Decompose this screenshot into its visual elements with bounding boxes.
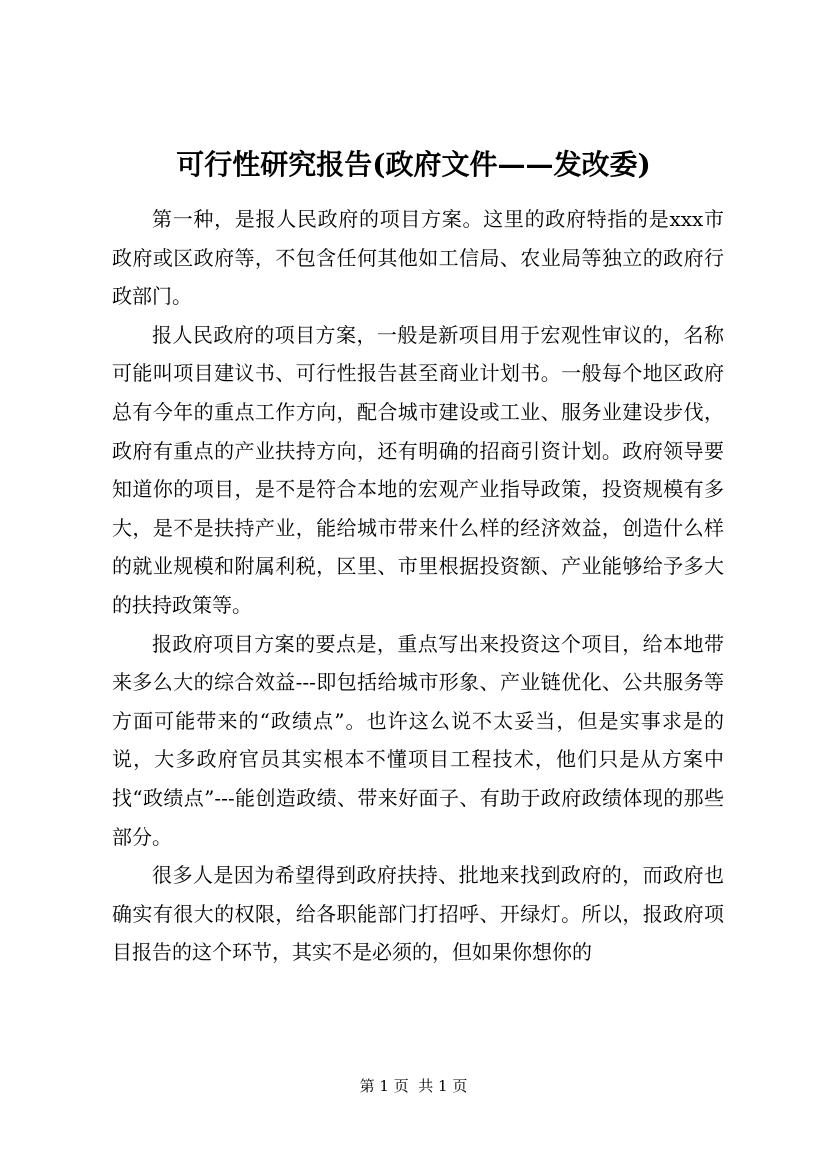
paragraph-1: 第一种，是报人民政府的项目方案。这里的政府特指的是xxx市政府或区政府等，不包含任何其他如工信局、农业局等独立的政府行政部门。 xyxy=(112,207,724,309)
paragraph-4: 很多人是因为希望得到政府扶持、批地来找到政府的，而政府也确实有很大的权限，给各职能部门打招呼、开绿灯。所以，报政府项目报告的这个环节，其实不是必须的，但如果你想你的 xyxy=(112,863,724,965)
document-body xyxy=(112,200,724,972)
page-footer xyxy=(0,1075,827,1097)
document-title: 可行性研究报告(政府文件——发改委) xyxy=(176,148,651,181)
paragraph-3: 报政府项目方案的要点是，重点写出来投资这个项目，给本地带来多么大的综合效益---即包括给城市形象、产业链优化、公共服务等方面可能带来的“政绩点”。也许这么说不太妥当，但是实事求是的说，大多政府官员其实根本不懂项目工程技术，他们只是从方案中找“政绩点”---能创造政绩、带来好面子、有助于政府政绩体现的那些部分。 xyxy=(112,631,724,849)
paragraph-2: 报人民政府的项目方案，一般是新项目用于宏观性审议的，名称可能叫项目建议书、可行性报告甚至商业计划书。一般每个地区政府总有今年的重点工作方向，配合城市建设或工业、服务业建设步伐，政府有重点的产业扶持方向，还有明确的招商引资计划。政府领导要知道你的项目，是不是符合本地的宏观产业指导政策，投资规模有多大，是不是扶持产业，能给城市带来什么样的经济效益，创造什么样的就业规模和附属利税，区里、市里根据投资额、产业能够给予多大的扶持政策等。 xyxy=(112,322,724,617)
page-number-label: 第 1 页 共 1 页 xyxy=(359,1077,468,1095)
